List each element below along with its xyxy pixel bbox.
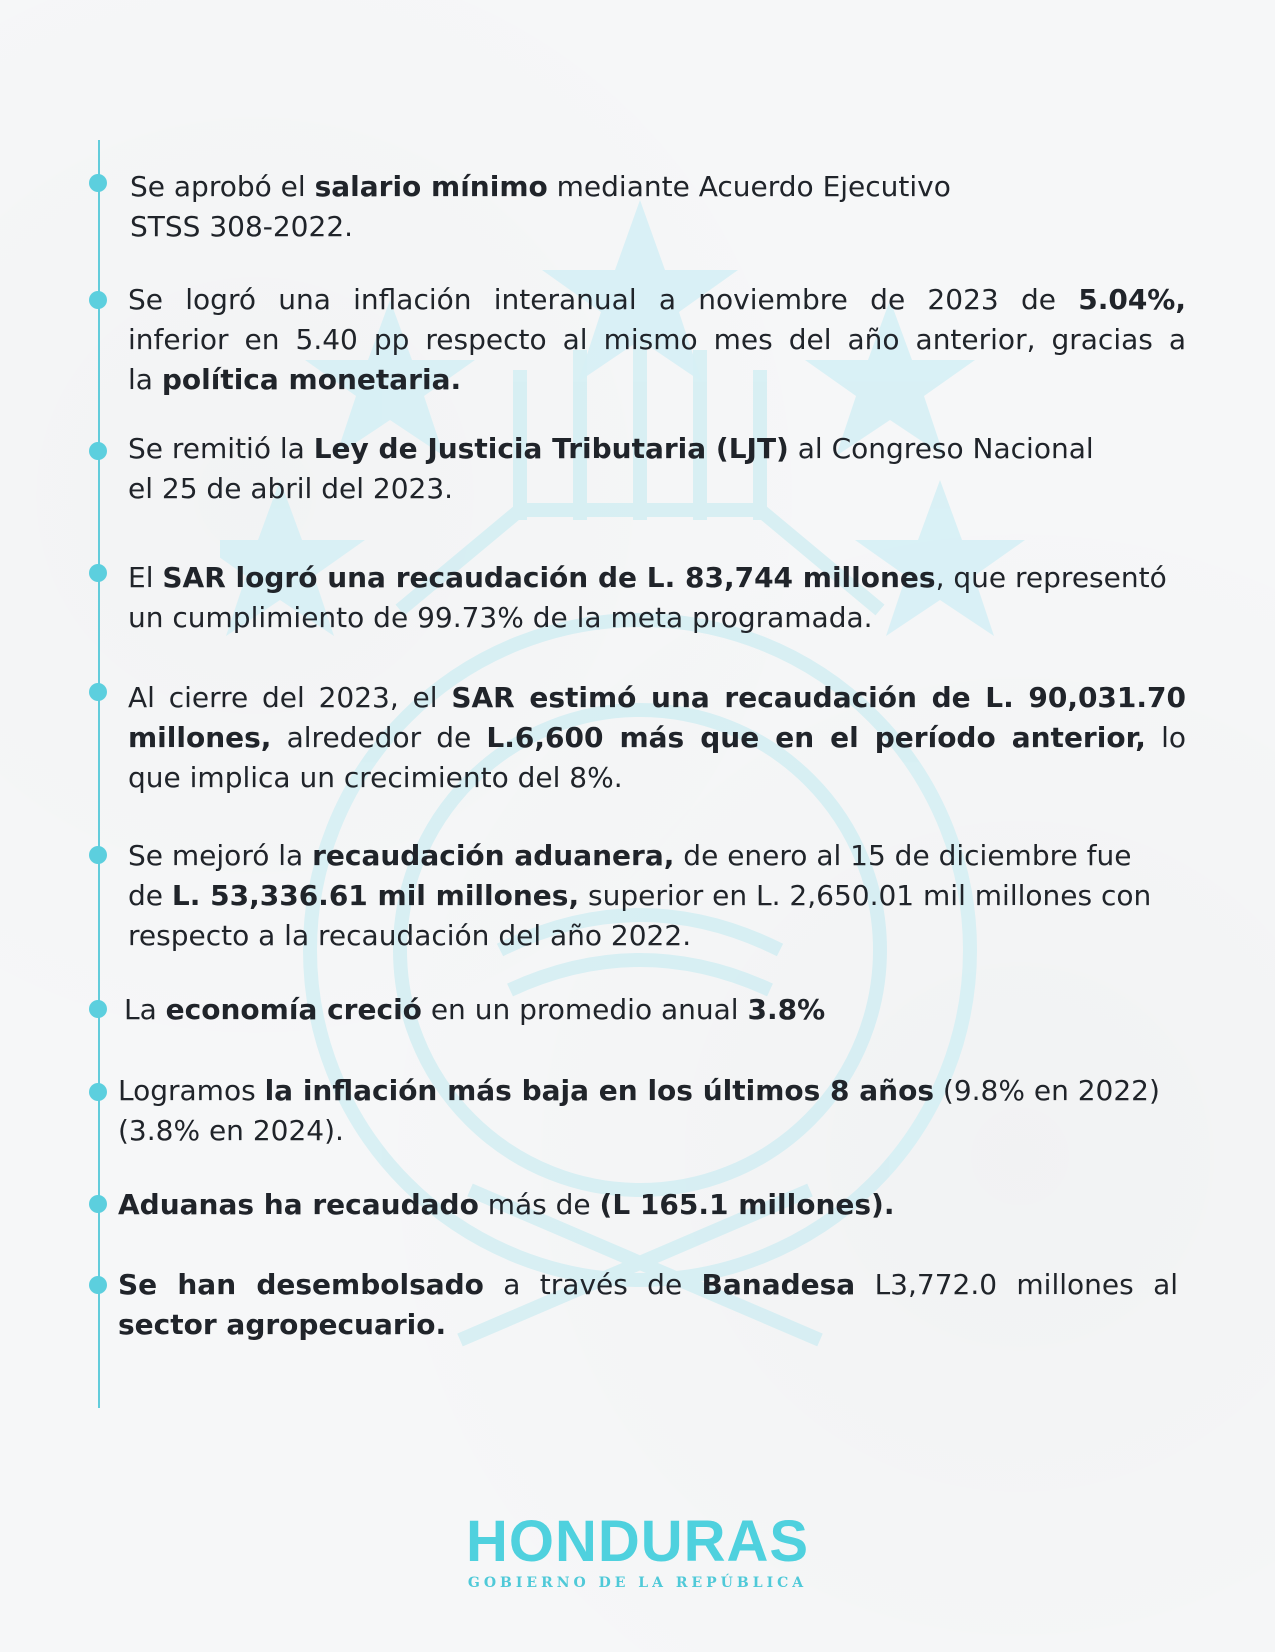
bold-text: sector agropecuario. [118, 1308, 447, 1341]
item-text [128, 280, 1186, 400]
text-span: Se logró una inflación interanual a noviembre de 2023 de [128, 283, 1079, 316]
text-line [128, 916, 1186, 956]
bullet-dot [89, 442, 107, 460]
text-span: (3.8% en 2024). [118, 1114, 344, 1147]
item-text [128, 836, 1186, 956]
text-span: STSS 308-2022. [130, 210, 354, 243]
text-span: un cumplimiento de 99.73% de la meta programada. [128, 601, 873, 634]
timeline-line [98, 140, 100, 1408]
text-span: , que representó [935, 561, 1167, 594]
item-text [118, 1185, 1178, 1225]
bold-text: SAR logró una recaudación de L. 83,744 millones [162, 561, 936, 594]
text-span: superior en L. 2,650.01 mil millones con [579, 879, 1152, 912]
text-line [118, 1265, 1178, 1305]
text-line [118, 1305, 1178, 1345]
text-line [118, 1185, 1178, 1225]
honduras-logo-subtitle: GOBIERNO DE LA REPÚBLICA [467, 1575, 808, 1591]
item-text [124, 990, 1124, 1030]
text-line [124, 990, 1124, 1030]
bold-text: 3.8% [747, 993, 826, 1026]
text-span: más de [478, 1188, 600, 1221]
bullet-dot [89, 1000, 107, 1018]
text-line [128, 678, 1186, 718]
item-text [128, 429, 1186, 509]
text-line [130, 167, 1130, 207]
text-span: al Congreso Nacional [788, 432, 1094, 465]
bold-text: política monetaria. [161, 363, 462, 396]
bold-text: 5.04%, [1078, 283, 1186, 316]
text-span: lo [1145, 721, 1186, 754]
text-line [118, 1111, 1178, 1151]
bold-text: recaudación aduanera, [312, 839, 675, 872]
text-span: respecto a la recaudación del año 2022. [128, 919, 692, 952]
bold-text: economía creció [165, 993, 422, 1026]
text-line [128, 876, 1186, 916]
text-span: que implica un crecimiento del 8%. [128, 761, 623, 794]
bold-text: millones, [128, 721, 272, 754]
bold-text: Aduanas ha recaudado [118, 1188, 479, 1221]
text-span: alrededor de [271, 721, 487, 754]
text-span: en un promedio anual [421, 993, 748, 1026]
text-span: de enero al 15 de diciembre fue [674, 839, 1132, 872]
text-span: La [124, 993, 166, 1026]
bullet-dot [89, 1083, 107, 1101]
text-line [128, 469, 1186, 509]
item-text [130, 167, 1130, 247]
bold-text: la inflación más baja en los últimos 8 años [264, 1074, 934, 1107]
bold-text: Ley de Justicia Tributaria (LJT) [313, 432, 789, 465]
bullet-dot [89, 1195, 107, 1213]
item-text [118, 1071, 1178, 1151]
text-line [128, 598, 1186, 638]
text-line [130, 207, 1130, 247]
text-span: mediante Acuerdo Ejecutivo [547, 170, 951, 203]
text-line [128, 320, 1186, 360]
text-span: Al cierre del 2023, el [128, 681, 452, 714]
bold-text: (L 165.1 millones). [599, 1188, 895, 1221]
text-span: Logramos [118, 1074, 265, 1107]
bold-text: L.6,600 más que en el período anterior, [486, 721, 1146, 754]
text-span: a través de [483, 1268, 702, 1301]
text-line [128, 429, 1186, 469]
text-span: Se aprobó el [130, 170, 315, 203]
text-span: inferior en 5.40 pp respecto al mismo mes del año anterior, gracias a [128, 323, 1186, 356]
item-text [128, 558, 1186, 638]
text-span: el 25 de abril del 2023. [128, 472, 454, 505]
text-span: L3,772.0 millones al [855, 1268, 1179, 1301]
bold-text: SAR estimó una recaudación de L. 90,031.70 [451, 681, 1186, 714]
text-span: Se remitió la [128, 432, 314, 465]
bullet-dot [89, 846, 107, 864]
text-span: El [128, 561, 163, 594]
text-line [128, 280, 1186, 320]
bold-text: Banadesa [701, 1268, 856, 1301]
bullet-dot [89, 564, 107, 582]
text-line [128, 758, 1186, 798]
text-line [128, 558, 1186, 598]
text-line [128, 836, 1186, 876]
text-line [128, 718, 1186, 758]
text-span: la [128, 363, 162, 396]
bullet-dot [89, 291, 107, 309]
item-text [128, 678, 1186, 798]
text-line [128, 360, 1186, 400]
bullet-dot [89, 683, 107, 701]
bold-text: Se han desembolsado [118, 1268, 484, 1301]
text-span: de [128, 879, 172, 912]
bullet-dot [89, 174, 107, 192]
honduras-logo-title: HONDURAS [465, 1509, 810, 1574]
bold-text: L. 53,336.61 mil millones, [171, 879, 580, 912]
text-span: (9.8% en 2022) [934, 1074, 1160, 1107]
bullet-dot [89, 1276, 107, 1294]
bold-text: salario mínimo [314, 170, 548, 203]
text-span: Se mejoró la [128, 839, 313, 872]
item-text [118, 1265, 1178, 1345]
text-line [118, 1071, 1178, 1111]
